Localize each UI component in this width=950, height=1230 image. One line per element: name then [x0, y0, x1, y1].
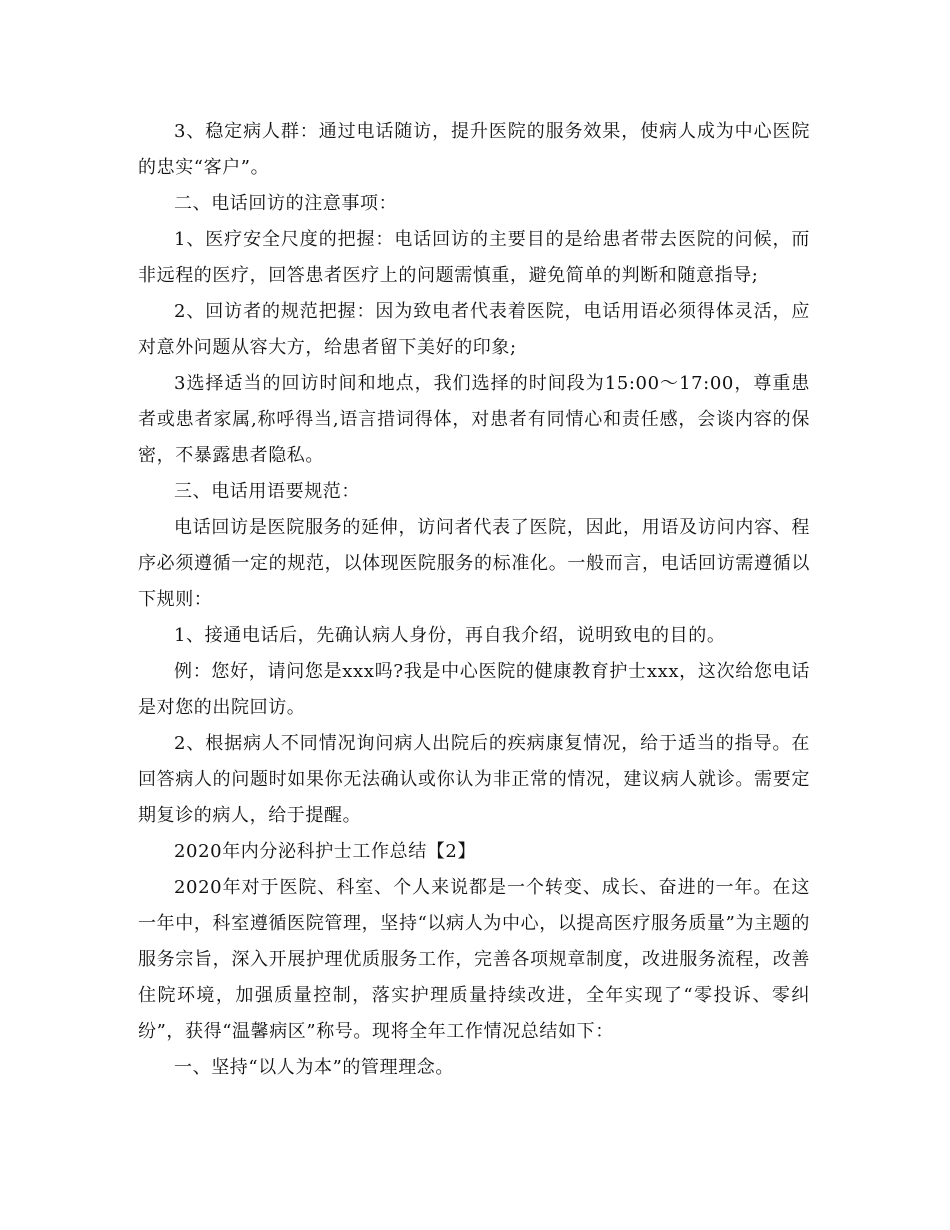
paragraph-medical-safety: 1、医疗安全尺度的把握：电话回访的主要目的是给患者带去医院的问候，而非远程的医疗，回答患者医疗上的问题需慎重，避免简单的判断和随意指导;	[138, 229, 810, 286]
paragraph-year-summary: 2020年对于医院、科室、个人来说都是一个转变、成长、奋进的一年。在这一年中，科室遵循医院管理，坚持“以病人为中心，以提高医疗服务质量”为主题的服务宗旨，深入开展护理优质服务工作，完善各项规章制度，改进服务流程，改善住院环境，加强质量控制，落实护理质量持续改进，全年实现了“零投诉、零纠纷”，获得“温馨病区”称号。现将全年工作情况总结如下：	[138, 877, 810, 1042]
heading-callback-precautions: 二、电话回访的注意事项：	[174, 193, 398, 214]
paragraph-rule-recovery-guidance: 2、根据病人不同情况询问病人出院后的疾病康复情况，给于适当的指导。在回答病人的问题时如果你无法确认或你认为非正常的情况，建议病人就诊。需要定期复诊的病人，给于提醒。	[138, 733, 810, 826]
paragraph-example-greeting: 例：您好，请问您是xxx吗?我是中心医院的健康教育护士xxx，这次给您电话是对您的出院回访。	[138, 661, 810, 718]
paragraph-caller-norms: 2、回访者的规范把握：因为致电者代表着医院，电话用语必须得体灵活，应对意外问题从容大方，给患者留下美好的印象;	[138, 301, 810, 358]
section-title-summary-2: 2020年内分泌科护士工作总结【2】	[174, 841, 477, 862]
paragraph-phone-rules-intro: 电话回访是医院服务的延伸，访问者代表了医院，因此，用语及访问内容、程序必须遵循一定的规范，以体现医院服务的标准化。一般而言，电话回访需遵循以下规则：	[138, 517, 810, 610]
document-body	[138, 114, 810, 1086]
heading-phone-language: 三、电话用语要规范：	[174, 481, 360, 502]
paragraph-stabilize-patients: 3、稳定病人群：通过电话随访，提升医院的服务效果，使病人成为中心医院的忠实“客户”。	[138, 121, 810, 178]
paragraph-rule-confirm-identity: 1、接通电话后，先确认病人身份，再自我介绍，说明致电的目的。	[174, 625, 726, 646]
paragraph-call-time: 3选择适当的回访时间和地点，我们选择的时间段为15:00～17:00，尊重患者或患者家属,称呼得当,语言措词得体，对患者有同情心和责任感，会谈内容的保密，不暴露患者隐私。	[138, 373, 810, 466]
heading-people-oriented: 一、坚持“以人为本”的管理理念。	[174, 1057, 455, 1078]
